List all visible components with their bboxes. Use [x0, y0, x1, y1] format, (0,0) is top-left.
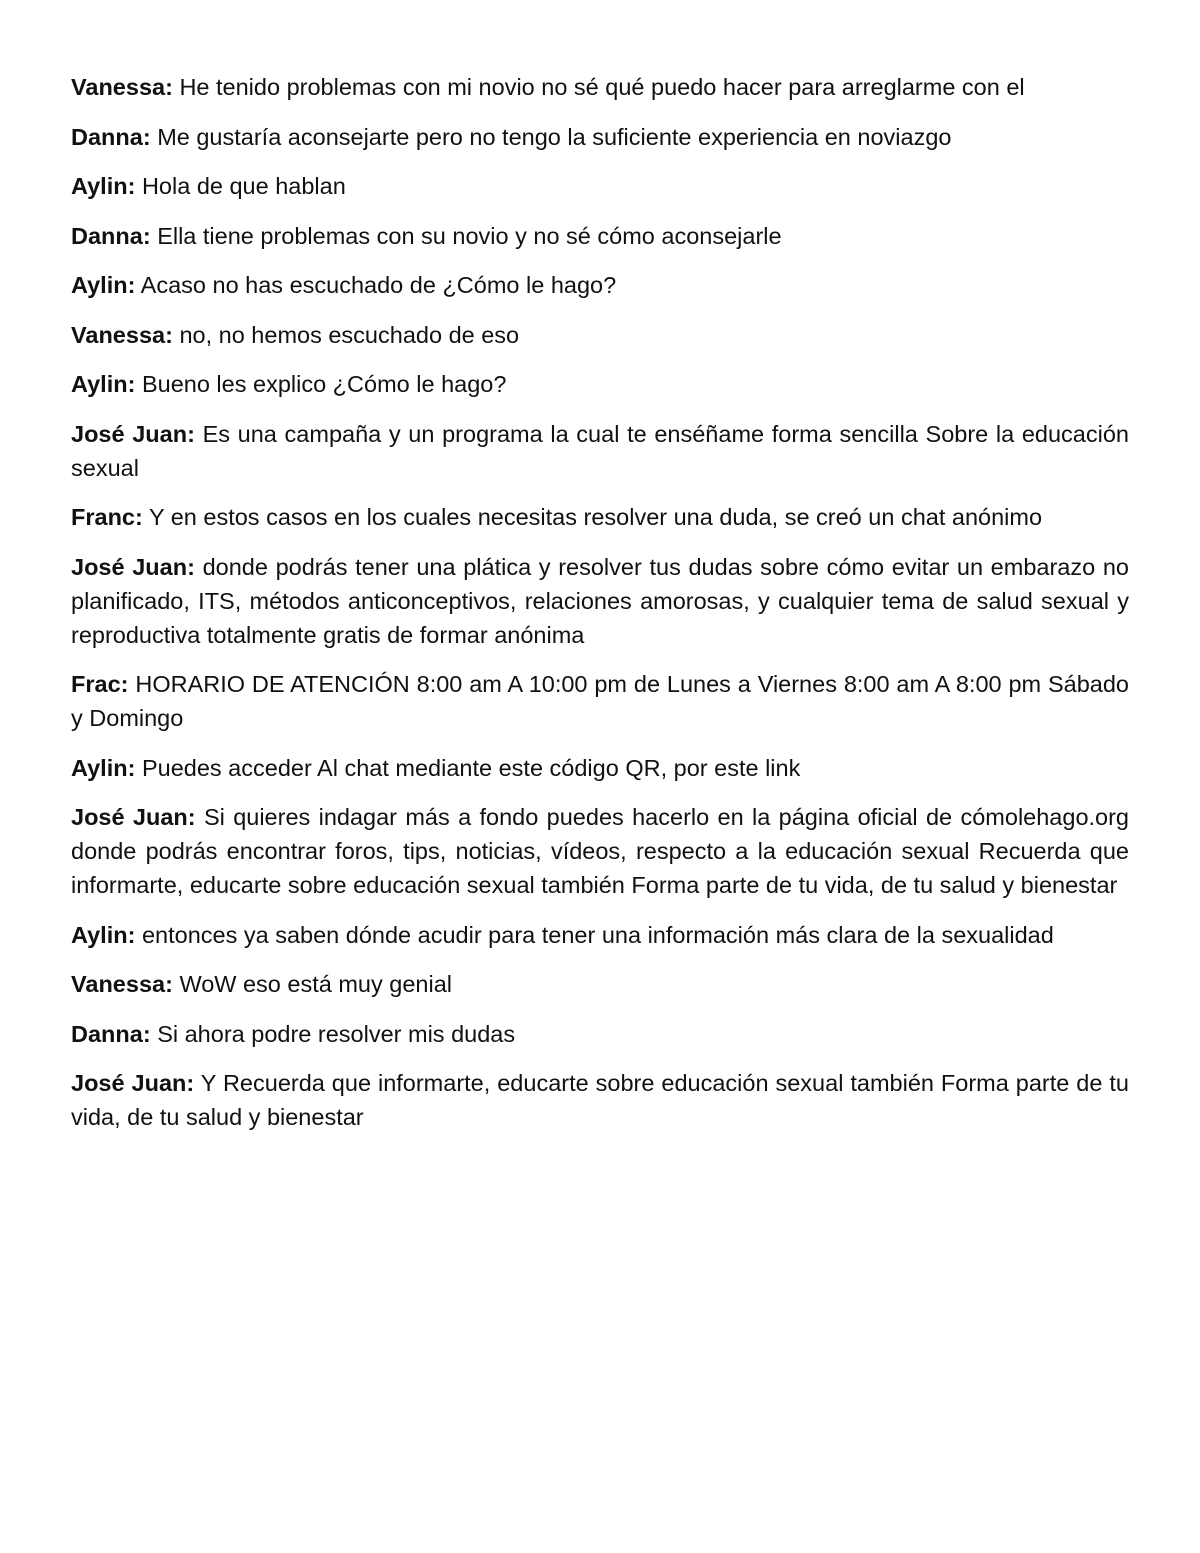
speaker-name: Danna: — [71, 222, 151, 249]
dialogue-line — [71, 967, 1129, 1001]
dialogue-text: Ella tiene problemas con su novio y no sé cómo aconsejarle — [157, 222, 782, 249]
dialogue-text: WoW eso está muy genial — [179, 971, 452, 997]
document-page — [71, 70, 1129, 1150]
dialogue-text: Puedes acceder Al chat mediante este código QR, por este link — [141, 754, 801, 781]
dialogue-line — [71, 417, 1129, 485]
speaker-name: Franc: — [71, 504, 143, 530]
dialogue-line — [71, 169, 1129, 203]
dialogue-line — [71, 120, 1129, 154]
speaker-name: Danna: — [71, 123, 151, 150]
speaker-name: Aylin: — [71, 754, 136, 781]
dialogue-text: Bueno les explico ¿Cómo le hago? — [141, 371, 507, 397]
speaker-name: José Juan: — [71, 804, 196, 830]
speaker-name: Vanessa: — [71, 74, 173, 100]
speaker-name: Vanessa: — [71, 971, 173, 997]
dialogue-text: entonces ya saben dónde acudir para tener una información más clara de la sexualidad — [141, 921, 1054, 948]
speaker-name: José Juan: — [71, 420, 195, 447]
speaker-name: Aylin: — [71, 173, 136, 199]
dialogue-line — [71, 800, 1129, 902]
dialogue-line — [71, 1017, 1129, 1051]
dialogue-text: Me gustaría aconsejarte pero no tengo la suficiente experiencia en noviazgo — [157, 123, 952, 150]
dialogue-text: Acaso no has escuchado de ¿Cómo le hago? — [140, 272, 617, 298]
dialogue-text: Si ahora podre resolver mis dudas — [157, 1020, 516, 1047]
dialogue-line — [71, 751, 1129, 785]
dialogue-text: no, no hemos escuchado de eso — [179, 321, 520, 348]
speaker-name: Aylin: — [71, 272, 136, 298]
speaker-name: José Juan: — [71, 1070, 195, 1096]
dialogue-text: Es una campaña y un programa la cual te enséñame forma sencilla Sobre la educación sexual — [71, 420, 1129, 481]
dialogue-text: Si quieres indagar más a fondo puedes hacerlo en la página oficial de cómolehago.org donde podrás encontrar foros, tips, noticias, vídeos, respecto a la educación sexual Recuerda que informarte, educarte sobre educación sexual también Forma parte de tu vida, de tu salud y bienestar — [71, 804, 1130, 898]
speaker-name: Danna: — [71, 1020, 151, 1047]
dialogue-text: Y Recuerda que informarte, educarte sobre educación sexual también Forma parte de tu vida, de tu salud y bienestar — [71, 1070, 1130, 1130]
dialogue-text: HORARIO DE ATENCIÓN 8:00 am A 10:00 pm de Lunes a Viernes 8:00 am A 8:00 pm Sábado y Domingo — [71, 671, 1130, 731]
dialogue-text: donde podrás tener una plática y resolver tus dudas sobre cómo evitar un embarazo no planificado, ITS, métodos anticonceptivos, relaciones amorosas, y cualquier tema de salud sexual y reproductiva totalmente gratis de formar anónima — [71, 553, 1129, 648]
dialogue-line — [71, 70, 1129, 104]
dialogue-line — [71, 500, 1129, 534]
dialogue-line — [71, 667, 1129, 735]
speaker-name: Aylin: — [71, 371, 136, 397]
speaker-name: Aylin: — [71, 921, 136, 948]
dialogue-line — [71, 268, 1129, 302]
speaker-name: Vanessa: — [71, 321, 173, 348]
dialogue-line — [71, 918, 1129, 952]
dialogue-text: He tenido problemas con mi novio no sé qué puedo hacer para arreglarme con el — [179, 74, 1025, 100]
dialogue-text: Hola de que hablan — [141, 173, 346, 199]
dialogue-line — [71, 318, 1129, 352]
dialogue-line — [71, 1066, 1129, 1134]
dialogue-line — [71, 550, 1129, 652]
dialogue-line — [71, 367, 1129, 401]
dialogue-line — [71, 219, 1129, 253]
speaker-name: José Juan: — [71, 553, 195, 580]
dialogue-text: Y en estos casos en los cuales necesitas resolver una duda, se creó un chat anónimo — [148, 504, 1043, 530]
speaker-name: Frac: — [71, 671, 129, 697]
